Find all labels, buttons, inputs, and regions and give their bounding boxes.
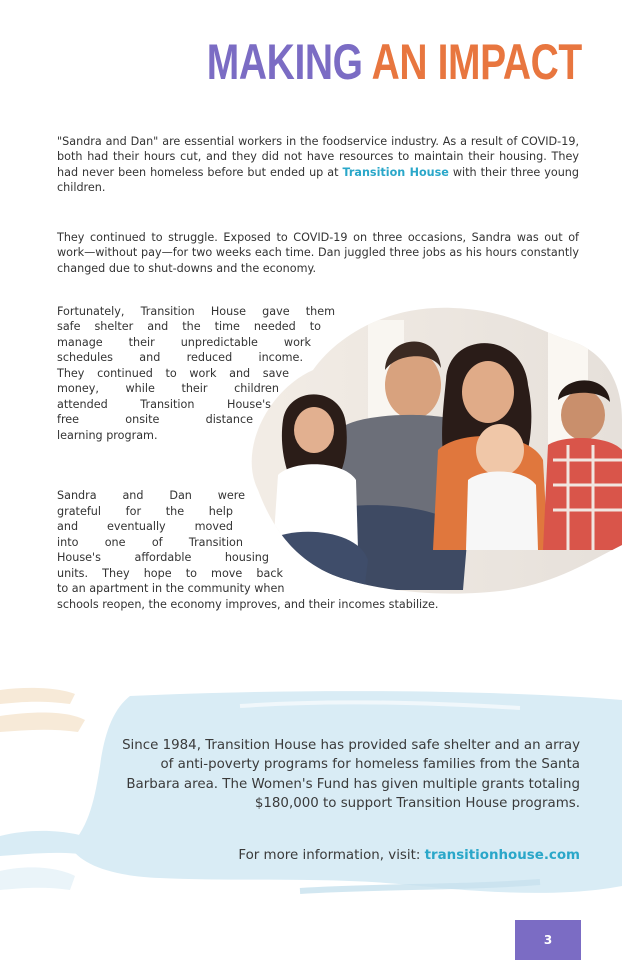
page-number-badge [515, 920, 581, 960]
p4-line: into one of Transition [57, 536, 243, 549]
organization-info: Since 1984, Transition House has provided safe shelter and an array of anti-poverty programs for homeless families from the Santa Barbara area. The Women's Fund has given multiple grants totaling $180,000 to support Transition House programs. [122, 738, 580, 812]
page-number: 3 [543, 933, 553, 947]
family-photo [238, 300, 622, 600]
p3-line: safe shelter and the time needed to [57, 320, 321, 333]
p3-line: learning program. [57, 429, 158, 442]
website-link[interactable]: transitionhouse.com [424, 848, 580, 863]
p1-text-after: with their three young children. [57, 165, 579, 195]
p4-line: and eventually moved [57, 520, 233, 533]
p1-text-before: "Sandra and Dan" are essential workers in the foodservice industry. As a result of COVID-19, both had their hours cut, and they did not have resources to maintain their housing. They had never been homeless before but ended up at [57, 135, 579, 179]
p3-line: free onsite distance [57, 413, 253, 426]
p4-line: grateful for the help [57, 505, 233, 518]
title-word-impact: AN IMPACT [371, 34, 582, 90]
more-info-line [238, 846, 580, 865]
p3-line: money, while their children [57, 382, 279, 395]
title-word-making: MAKING [206, 34, 363, 90]
p3-line: schedules and reduced income. [57, 351, 303, 364]
p4-line: to an apartment in the community when [57, 582, 285, 595]
p4-line: House's affordable housing [57, 551, 269, 564]
p4-line: Sandra and Dan were [57, 489, 245, 502]
p3-line: Fortunately, Transition House gave them [57, 305, 335, 318]
p4-line: schools reopen, the economy improves, and their incomes stabilize. [57, 598, 439, 611]
story-paragraph-2: They continued to struggle. Exposed to COVID-19 on three occasions, Sandra was out of work—without pay—for two weeks each time. Dan juggled three jobs as his hours constantly changed due to shut-downs and the economy. [57, 231, 579, 275]
p3-line: attended Transition House's [57, 398, 271, 411]
p3-line: They continued to work and save [57, 367, 289, 380]
story-paragraph-1 [57, 134, 579, 196]
p3-line: manage their unpredictable work [57, 336, 311, 349]
more-info-label: For more information, visit: [238, 848, 425, 863]
transition-house-name: Transition House [342, 165, 449, 179]
p4-line: units. They hope to move back [57, 567, 283, 580]
page-title [207, 32, 582, 92]
